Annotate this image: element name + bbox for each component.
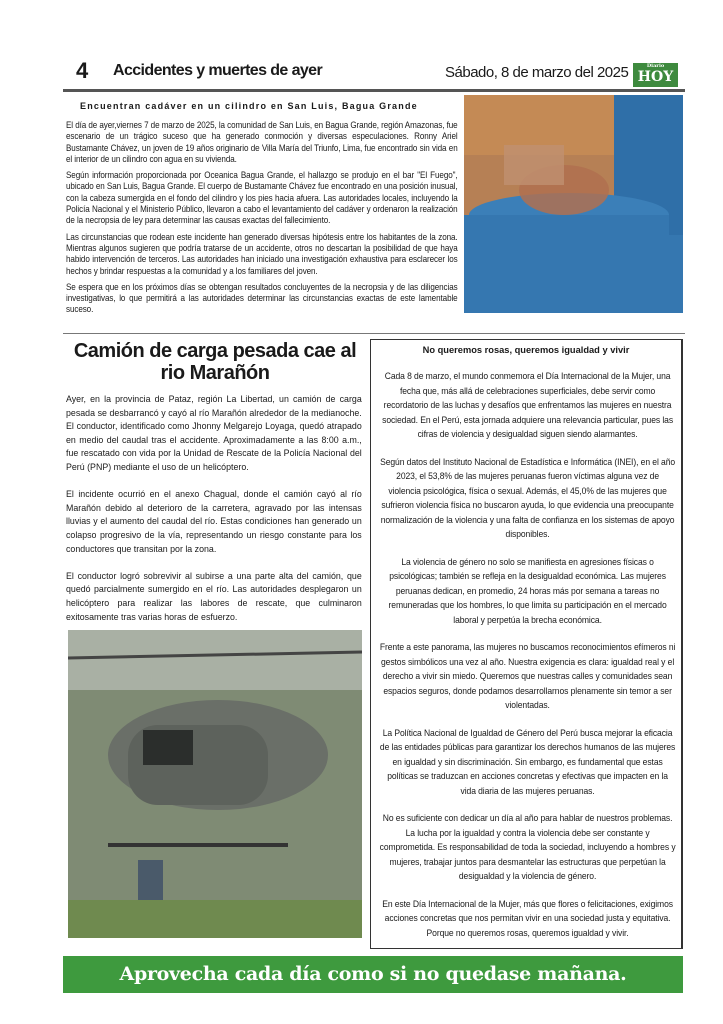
- top-article-body: [66, 120, 458, 316]
- left-article-headline: Camión de carga pesada cae al rio Marañón: [73, 340, 357, 384]
- opinion-box: [370, 339, 683, 949]
- paragraph: Frente a este panorama, las mujeres no buscamos reconocimientos efímeros ni gestos simbólicos una vez al año. Nuestra exigencia es clara: igualdad real y el derecho a vivir sin miedo. Queremos que nuestras calles y comunidades sean espacios seguros, donde podamos desarrollarnos plenamente sin temor a ser violentadas.: [379, 642, 676, 710]
- paragraph: El incidente ocurrió en el anexo Chagual, donde el camión cayó al río Marañón debido al deterioro de la carretera, agravado por las intensas lluvias y el aumento del caudal del río. Estas condiciones han generado un colapso progresivo de la vía, representando un riesgo constante para los conductores que transitan por la zona.: [66, 489, 362, 555]
- opinion-body: [379, 369, 676, 940]
- header-rule: [63, 89, 685, 92]
- paragraph: Se espera que en los próximos días se obtengan resultados concluyentes de la necropsia y de las diligencias investigativas, lo que permitirá a las autoridades determinar las circunstancias exactas de este lamentable suceso.: [66, 281, 458, 315]
- paragraph: Según información proporcionada por Oceanica Bagua Grande, el hallazgo se produjo en el bar "El Fuego", ubicado en San Luis, Bagua Grande. El cuerpo de Bustamante Chávez fue encontrado en una posición inusual, con la cabeza sumergida en el fondo del cilindro y los pies hacia afuera. Las autoridades locales, incluyendo la Policía Nacional y el Ministerio Público, llevaron a cabo el levantamiento del cadáver y ordenaron la realización de la necropsia de ley para determinar las causas exactas del fallecimiento.: [66, 170, 458, 226]
- helicopter-photo-illustration: [68, 630, 362, 938]
- opinion-title: No queremos rosas, queremos igualdad y vivir: [422, 345, 630, 355]
- page-number: 4: [76, 58, 89, 83]
- paragraph: La violencia de género no solo se manifiesta en agresiones físicas o psicológicas; también se refleja en la desigualdad económica. Las mujeres peruanas dedican, en promedio, 24 horas más por semana a tareas no remuneradas que los hombres, lo que limita su participación en el mercado laboral y perpetúa la brecha económica.: [388, 556, 667, 625]
- paragraph: No es suficiente con dedicar un día al año para hablar de nuestros problemas. La lucha por la igualdad y contra la violencia debe ser constante y comprometida. Es responsabilidad de toda la sociedad, incluyendo a hombres y mujeres, trabajar juntos para desmantelar las estructuras que perpetúan la desigualdad y la violencia de género.: [379, 813, 676, 881]
- logo-big-text: HOY: [637, 69, 674, 85]
- paragraph: El conductor logró sobrevivir al subirse a una parte alta del camión, que quedó parcialmente sumergido en el río. Las autoridades desplegaron un helicóptero para realizar las labores de rescate, que culminaron exitosamente tras varias horas de esfuerzo.: [66, 570, 362, 623]
- paragraph: Cada 8 de marzo, el mundo conmemora el Día Internacional de la Mujer, una fecha que, más allá de celebraciones superficiales, debe servir como recordatorio de las luchas y desafíos que enfrentamos las mujeres en nuestra sociedad. En el Perú, esta jornada adquiere una relevancia particular, pues las cifras de violencia y desigualdad siguen siendo alarmantes.: [382, 371, 674, 439]
- paragraph: Las circunstancias que rodean este incidente han generado diversas hipótesis entre los habitantes de la zona. Mientras algunos sugieren que podría tratarse de un accidente, otros no descartan la posibilidad de que haya habido intervención de terceros. Las autoridades han iniciado una investigación exhaustiva para esclarecer los hechos y brindar respuestas a la comunidad y a los familiares del joven.: [66, 231, 458, 276]
- cylinder-photo-illustration: [464, 95, 683, 313]
- footer-banner: Aprovecha cada día como si no quedase mañana.: [63, 956, 683, 993]
- newspaper-logo: [633, 63, 678, 87]
- section-title: Accidentes y muertes de ayer: [113, 62, 323, 79]
- left-article-body: [66, 393, 362, 624]
- top-article: [66, 98, 458, 330]
- paragraph: Ayer, en la provincia de Pataz, región La Libertad, un camión de carga pesada se desbarrancó y cayó al río Marañón alrededor de la medianoche. El conductor, identificado como Jhonny Melgarejo Loyaga, quedó atrapado en medio del caudal tras el accidente. Aproximadamente a las 8:00 a.m., fue rescatado con vida por la Unidad de Rescate de la Policía Nacional del Perú (PNP) mediante el uso de un helicóptero.: [66, 394, 362, 473]
- section-divider: [63, 333, 685, 334]
- paragraph: El día de ayer,viernes 7 de marzo de 2025, la comunidad de San Luis, en Bagua Grande, región Amazonas, fue escenario de un trágico suceso que ha generado conmoción y diversas especulaciones. Ronny Ariel Bustamante Chávez, un joven de 19 años originario de Villa María del Triunfo, Lima, fue encontrado sin vida en el interior de un cilindro con agua en su vivienda.: [66, 120, 458, 164]
- helicopter-photo: [68, 630, 362, 938]
- cylinder-photo: [464, 95, 683, 313]
- issue-date: Sábado, 8 de marzo del 2025: [445, 64, 629, 81]
- logo-small-text: Diario: [646, 63, 665, 69]
- paragraph: Según datos del Instituto Nacional de Estadística e Informática (INEI), en el año 2023, el 53,8% de las mujeres peruanas fueron víctimas alguna vez de violencia psicológica, física o sexual. Además, el 45,0% de las mujeres que sufrieron violencia física no buscaron ayuda, lo que evidencia una preocupante normalización de la violencia y una falta de confianza en los sistemas de apoyo disponibles.: [380, 456, 676, 539]
- paragraph: En este Día Internacional de la Mujer, más que flores o felicitaciones, exigimos acciones concretas que nos permitan vivir en una sociedad justa y equitativa. Porque no queremos rosas, queremos igualdad y vivir.: [382, 898, 673, 938]
- left-article: [66, 340, 362, 938]
- paragraph: La Política Nacional de Igualdad de Género del Perú busca mejorar la eficacia de las entidades públicas para garantizar los derechos humanos de las mujeres en igualdad y sin discriminación. Sin embargo, es fundamental que estas políticas se traduzcan en acciones concretas y efectivas que impacten en la vida diaria de las mujeres peruanas.: [379, 727, 676, 796]
- top-article-kicker: Encuentran cadáver en un cilindro en San Luis, Bagua Grande: [80, 101, 418, 111]
